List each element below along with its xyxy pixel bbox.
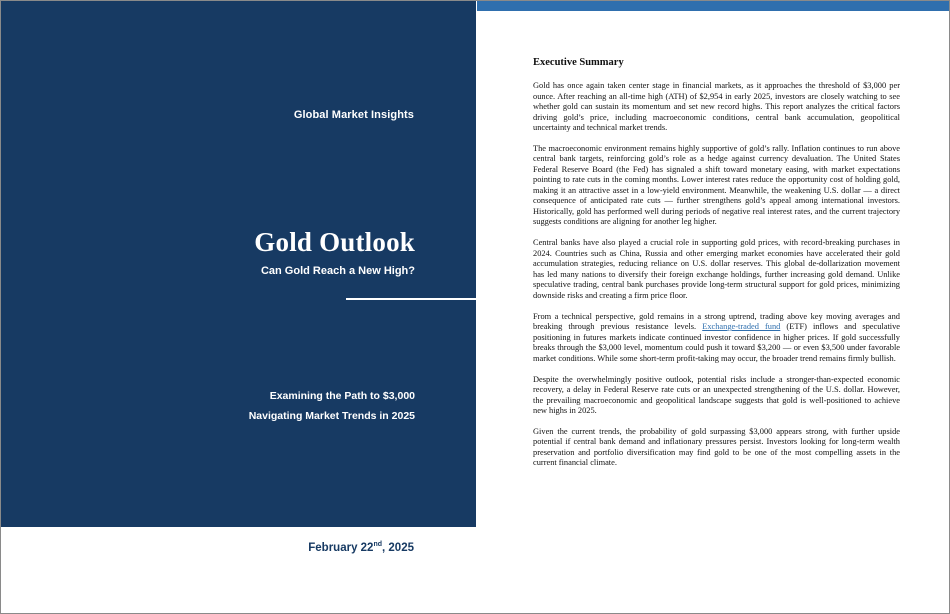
page-top-bar bbox=[477, 1, 949, 11]
summary-paragraph-4 bbox=[533, 312, 900, 365]
summary-paragraph-6: Given the current trends, the probability of gold surpassing $3,000 appears strong, with further upside potential if central bank demand and inflationary pressures persist. Investors looking for long-term wealth preservation and portfolio diversification may find gold to be one of the most compelling assets in the current financial climate. bbox=[533, 426, 900, 468]
cover-date bbox=[308, 542, 414, 554]
cover-title: Gold Outlook bbox=[254, 227, 415, 257]
date-year: , 2025 bbox=[382, 542, 414, 554]
summary-content bbox=[533, 57, 900, 479]
cover-divider bbox=[346, 298, 477, 300]
cover-page bbox=[1, 1, 476, 613]
summary-paragraph-3: Central banks have also played a crucial role in supporting gold prices, with record-breaking purchases in 2024. Countries such as China, Russia and other emerging market economies have accelerated their gold accumulation strategies, reducing reliance on U.S. dollar reserves. This global de-dollarization movement has led many nations to diversify their foreign exchange holdings, further increasing gold demand. Unlike speculative trading, central bank purchases provide long-term structural support for gold prices, minimizing downside risks and creating a firm price floor. bbox=[533, 238, 900, 300]
date-main: February 22 bbox=[308, 542, 374, 554]
cover-tagline-2: Navigating Market Trends in 2025 bbox=[248, 410, 415, 422]
paragraph-4-rest: (ETF) inflows and speculative positioning in futures markets indicate continued investor confidence in higher prices. If gold successfully breaks through the $3,000 level, momentum could push it toward $3,200 — or even $3,500 under favorable market conditions. While some short-term profit-taking may occur, the broader trend remains firmly bullish. bbox=[533, 322, 900, 363]
summary-paragraph-5: Despite the overwhelmingly positive outlook, potential risks include a stronger-than-expected economic recovery, a delay in Federal Reserve rate cuts or an unexpected strengthening of the U.S. dollar. However, the prevailing macroeconomic and geopolitical landscape suggests that gold is well-positioned to achieve new highs in 2025. bbox=[533, 374, 900, 416]
cover-subtitle: Can Gold Reach a New High? bbox=[260, 265, 415, 277]
summary-page bbox=[477, 1, 949, 613]
cover-panel bbox=[1, 1, 476, 527]
paragraph-4-intro: From a technical perspective, gold remains in a strong uptrend, trading above key moving averages and breaking through previous resistance levels. bbox=[533, 311, 900, 332]
etf-link[interactable]: Exchange-traded fund bbox=[702, 322, 781, 332]
summary-paragraph-1: Gold has once again taken center stage in financial markets, as it approaches the threshold of $3,000 per ounce. After reaching an all-time high (ATH) of $2,954 in early 2025, investors are closely watching to see whether gold can sustain its momentum and set new record highs. This report analyzes the critical factors driving gold’s price, including macroeconomic conditions, central bank accumulation, geopolitical uncertainty and technical market trends. bbox=[533, 81, 900, 132]
date-suffix: nd bbox=[373, 541, 383, 549]
summary-heading: Executive Summary bbox=[533, 57, 624, 68]
cover-tagline-1: Examining the Path to $3,000 bbox=[269, 390, 415, 402]
publisher-name: Global Market Insights bbox=[293, 109, 414, 121]
summary-paragraph-2: The macroeconomic environment remains highly supportive of gold’s rally. Inflation continues to run above central bank targets, reinforcing gold’s role as a hedge against currency devaluation. The United States Federal Reserve Board (the Fed) has signaled a shift toward monetary easing, with market expectations pointing to rate cuts in the coming months. Lower interest rates reduce the opportunity cost of holding gold, making it an attractive asset in a low-yield environment. Meanwhile, the weakening U.S. dollar — a direct consequence of anticipated rate cuts — further strengthens gold’s appeal among international investors. Historically, gold has performed well during periods of negative real interest rates, and the current trajectory suggests conditions are aligning for another leg higher. bbox=[533, 143, 900, 227]
